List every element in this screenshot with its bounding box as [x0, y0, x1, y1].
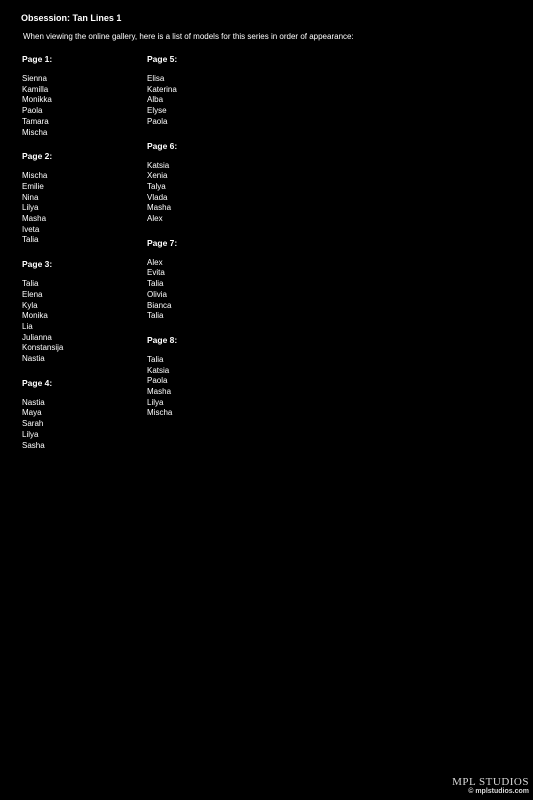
model-name: Monikka — [22, 95, 52, 105]
model-name: Paola — [147, 376, 168, 386]
model-name: Masha — [22, 214, 47, 224]
model-name: Tamara — [22, 116, 49, 126]
model-name: Masha — [147, 387, 172, 397]
model-name: Masha — [147, 203, 172, 213]
left-column — [22, 54, 137, 464]
section-heading: Page 7: — [147, 237, 178, 248]
right-column — [147, 54, 262, 432]
model-name: Nastia — [22, 354, 45, 364]
model-name: Lilya — [147, 397, 164, 407]
page-section-6 — [147, 141, 262, 225]
model-name: Talia — [147, 311, 164, 321]
model-name: Maya — [22, 408, 42, 418]
model-name: Nastia — [22, 397, 45, 407]
model-name: Bianca — [147, 300, 172, 310]
model-name: Elena — [22, 289, 43, 299]
model-name: Talia — [147, 279, 164, 289]
model-name: Sarah — [22, 419, 44, 429]
page-section-1 — [22, 54, 137, 138]
model-name: Kyla — [22, 300, 38, 310]
model-name: Iveta — [22, 224, 40, 234]
page-section-2 — [22, 151, 137, 246]
model-name: Elyse — [147, 106, 167, 116]
model-name: Emilie — [22, 181, 44, 191]
model-name: Talya — [147, 181, 166, 191]
model-name: Nina — [22, 192, 39, 202]
model-name: Olivia — [147, 289, 168, 299]
section-heading: Page 3: — [22, 259, 53, 270]
model-name: Talia — [147, 354, 164, 364]
model-name: Paola — [147, 116, 168, 126]
model-name: Talia — [22, 235, 39, 245]
section-heading: Page 2: — [22, 151, 53, 162]
model-name: Katsia — [147, 160, 170, 170]
section-heading: Page 6: — [147, 140, 178, 151]
model-name: Sasha — [22, 440, 45, 450]
model-name: Sienna — [22, 74, 47, 83]
page-section-8 — [147, 335, 262, 419]
model-name: Evita — [147, 268, 165, 278]
model-name: Lilya — [22, 203, 39, 213]
model-name: Mischa — [22, 171, 48, 181]
model-name: Mischa — [22, 127, 48, 137]
model-name: Katsia — [147, 365, 170, 375]
model-name: Alba — [147, 95, 164, 105]
section-heading: Page 1: — [22, 54, 53, 64]
model-name: Elisa — [147, 74, 165, 83]
page-section-3 — [22, 259, 137, 365]
model-name: Lia — [22, 321, 33, 331]
watermark-brand: MPL STUDIOS — [452, 776, 529, 788]
page-title: Obsession: Tan Lines 1 — [21, 13, 122, 23]
model-name: Talia — [22, 279, 39, 289]
page-section-4 — [22, 378, 137, 452]
section-heading: Page 8: — [147, 334, 178, 345]
section-heading: Page 5: — [147, 54, 178, 64]
model-name: Alex — [147, 214, 163, 224]
intro-text: When viewing the online gallery, here is a list of models for this series in order of appearance: — [23, 32, 354, 41]
watermark-url: © mplstudios.com — [468, 788, 529, 795]
section-heading: Page 4: — [22, 377, 53, 388]
model-name: Lilya — [22, 429, 39, 439]
model-name: Monika — [22, 311, 48, 321]
page-section-7 — [147, 238, 262, 322]
page-section-5 — [147, 54, 262, 128]
model-name: Vlada — [147, 192, 168, 202]
model-name: Mischa — [147, 408, 173, 418]
model-name: Alex — [147, 257, 163, 267]
model-name: Konstansija — [22, 343, 64, 353]
model-name: Julianna — [22, 332, 52, 342]
studio-watermark — [452, 776, 529, 796]
model-name: Xenia — [147, 171, 168, 181]
model-name: Katerina — [147, 84, 177, 94]
model-name: Paola — [22, 106, 43, 116]
model-name: Kamilla — [22, 84, 49, 94]
